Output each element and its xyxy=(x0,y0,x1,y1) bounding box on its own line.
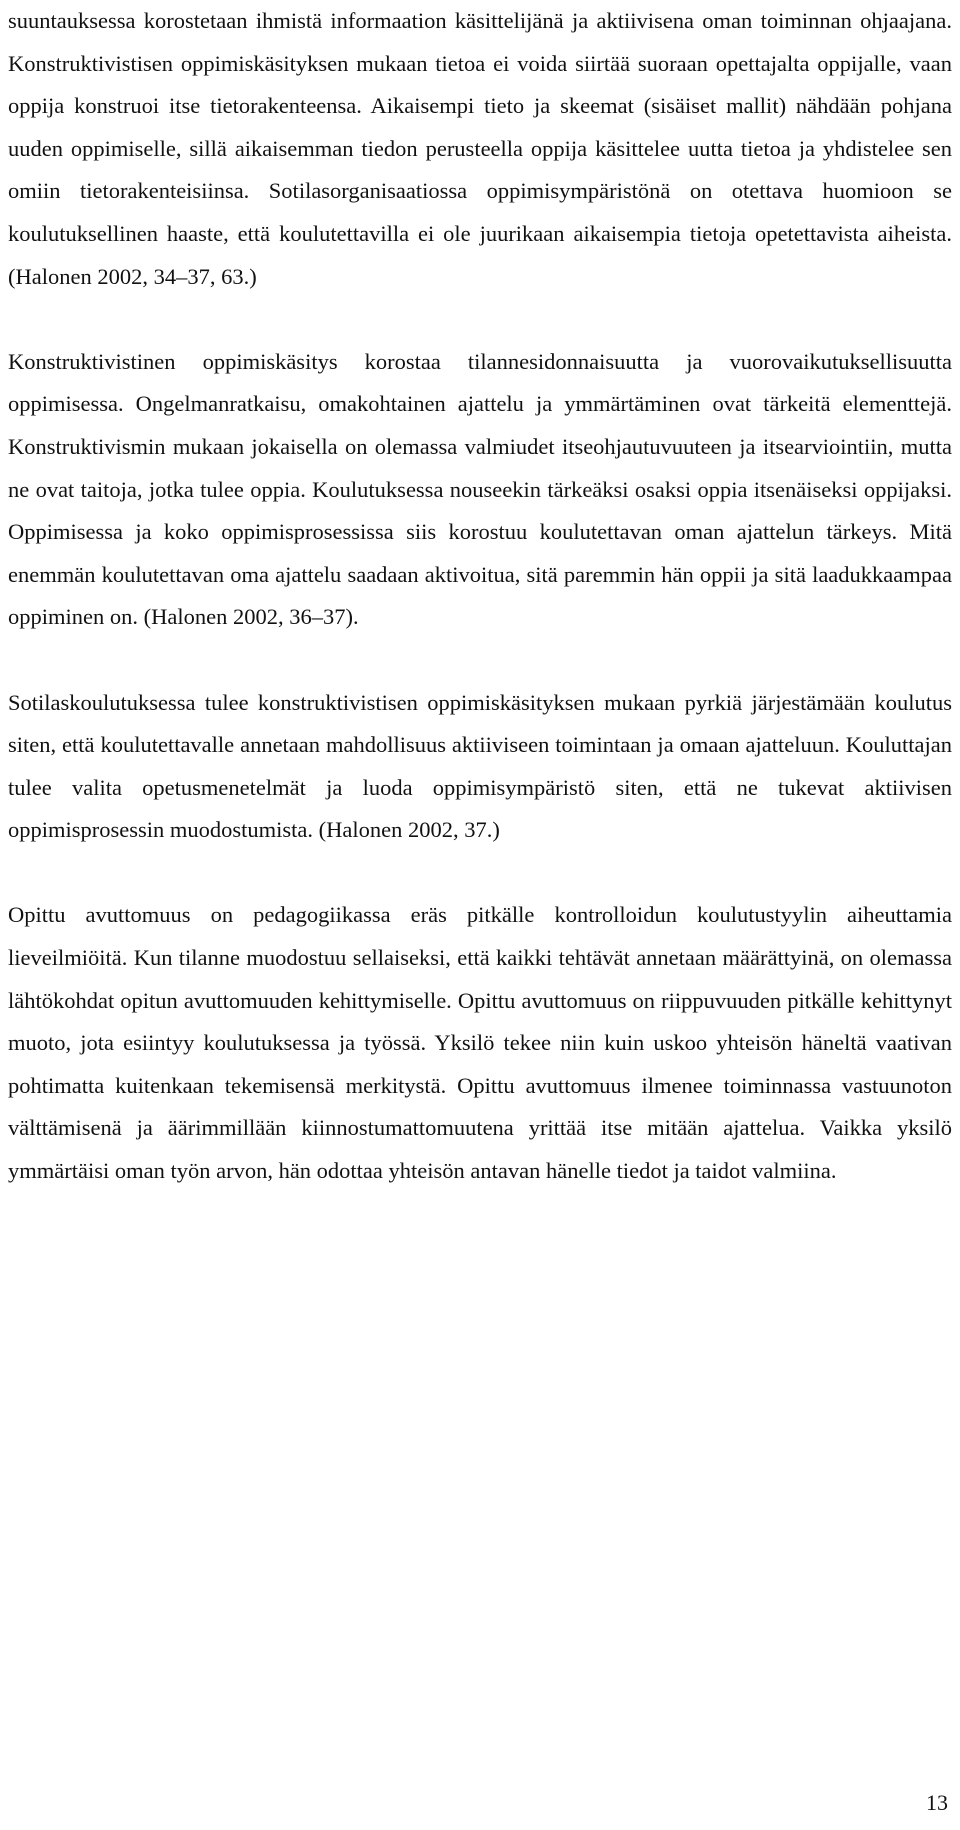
paragraph-military-training: Sotilaskoulutuksessa tulee konstruktivistisen oppimiskäsityksen mukaan pyrkiä järjestämään koulutus siten, että koulutettavalle annetaan mahdollisuus aktiiviseen toimintaan ja omaan ajatteluun. Kouluttajan tulee valita opetusmenetelmät ja luoda oppimisympäristö siten, että ne tukevat aktiivisen oppimisprosessin muodostumista. (Halonen 2002, 37.) xyxy=(8,689,952,843)
document-page xyxy=(8,0,952,1193)
paragraph-learned-helplessness: Opittu avuttomuus on pedagogiikassa eräs pitkälle kontrolloidun koulutustyylin aiheuttamia lieveilmiöitä. Kun tilanne muodostuu sellaiseksi, että kaikki tehtävät annetaan määrättyinä, on olemassa lähtökohdat opitun avuttomuuden kehittymiselle. Opittu avuttomuus on riippuvuuden pitkälle kehittynyt muoto, jota esiintyy koulutuksessa ja työssä. Yksilö tekee niin kuin uskoo yhteisön häneltä vaativan pohtimatta kuitenkaan tekemisensä merkitystä. Opittu avuttomuus ilmenee toiminnassa vastuunoton välttämisenä ja äärimmillään kiinnostumattomuutena yrittää itse mitään ajattelua. Vaikka yksilö ymmärtäisi oman työn arvon, hän odottaa yhteisön antavan hänelle tiedot ja taidot valmiina. xyxy=(8,902,952,1184)
paragraph-spacer xyxy=(8,639,952,682)
paragraph-spacer xyxy=(8,298,952,341)
paragraph-spacer xyxy=(8,852,952,895)
paragraph-constructivism-learning: Konstruktivistinen oppimiskäsitys korostaa tilannesidonnaisuutta ja vuorovaikutuksellisuutta oppimisessa. Ongelmanratkaisu, omakohtainen ajattelu ja ymmärtäminen ovat tärkeitä elementtejä. Konstruktivismin mukaan jokaisella on olemassa valmiudet itseohjautuvuuteen ja itsearviointiin, mutta ne ovat taitoja, jotka tulee oppia. Koulutuksessa nouseekin tärkeäksi osaksi oppia itsenäiseksi oppijaksi. Oppimisessa ja koko oppimisprosessissa siis korostuu koulutettavan oman ajattelun tärkeys. Mitä enemmän koulutettavan oma ajattelu saadaan aktivoitua, sitä paremmin hän oppii ja sitä laadukkaampaa oppiminen on. (Halonen 2002, 36–37). xyxy=(8,348,952,630)
paragraph-constructivism-intro: suuntauksessa korostetaan ihmistä informaation käsittelijänä ja aktiivisena oman toiminnan ohjaajana. Konstruktivistisen oppimiskäsityksen mukaan tietoa ei voida siirtää suoraan opettajalta oppijalle, vaan oppija konstruoi itse tietorakenteensa. Aikaisempi tieto ja skeemat (sisäiset mallit) nähdään pohjana uuden oppimiselle, sillä aikaisemman tiedon perusteella oppija käsittelee uutta tietoa ja yhdistelee sen omiin tietorakenteisiinsa. Sotilasorganisaatiossa oppimisympäristönä on otettava huomioon se koulutuksellinen haaste, että koulutettavilla ei ole juurikaan aikaisempia tietoja opetettavista aiheista. (Halonen 2002, 34–37, 63.) xyxy=(8,8,952,289)
page-number: 13 xyxy=(926,1790,948,1815)
